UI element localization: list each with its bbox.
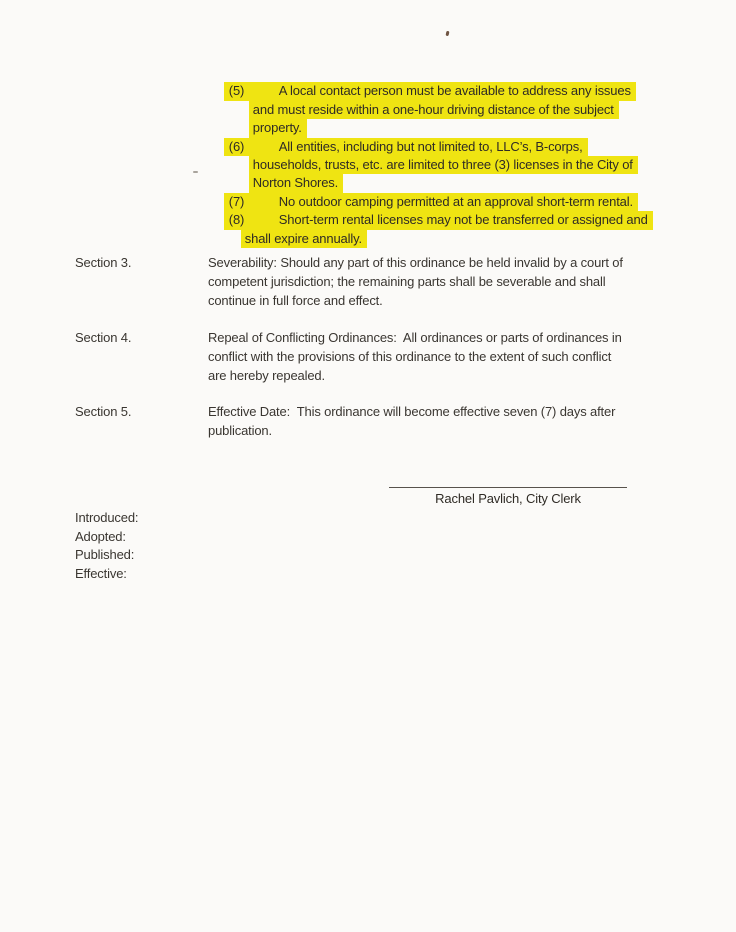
footer-label-published: Published: <box>75 547 135 563</box>
highlight-mark: households, trusts, etc. are limited to three (3) licenses in the City of <box>249 156 638 174</box>
item-number: (6) <box>228 138 245 154</box>
highlight-mark: Norton Shores. <box>249 174 343 192</box>
footer-label-introduced: Introduced: <box>75 510 139 525</box>
signature-line <box>389 472 627 488</box>
section-5-label: Section 5. <box>75 404 132 419</box>
section-body-line: competent jurisdiction; the remaining parts shall be severable and shall <box>208 274 606 289</box>
item-number: (8) <box>228 212 245 228</box>
section-body-line: Repeal of Conflicting Ordinances: All ordinances or parts of ordinances in <box>208 330 622 345</box>
highlight-mark <box>224 82 636 100</box>
section-body-line: Effective Date: This ordinance will become effective seven (7) days after <box>208 404 616 419</box>
signature-block <box>389 472 627 507</box>
section-body-line: publication. <box>208 423 272 438</box>
section-5-row <box>75 402 675 440</box>
highlight-mark: and must reside within a one-hour driving distance of the subject <box>249 101 619 119</box>
item-line-text: Short-term rental licenses may not be transferred or assigned and <box>278 212 648 228</box>
item-number: (5) <box>228 83 245 99</box>
section-body-line: are hereby repealed. <box>208 368 325 383</box>
section-3-row <box>75 253 675 310</box>
section-body-line: continue in full force and effect. <box>208 293 383 308</box>
section-4-row <box>75 328 675 385</box>
section-body-line: conflict with the provisions of this ordinance to the extent of such conflict <box>208 349 612 364</box>
footer-labels-block <box>75 509 138 583</box>
section-body-line: Severability: Should any part of this ordinance be held invalid by a court of <box>208 255 623 270</box>
item-line-text: A local contact person must be available to address any issues <box>278 83 631 99</box>
section-3-body <box>208 253 668 310</box>
scan-speck-top <box>446 31 450 37</box>
section-4-label: Section 4. <box>75 330 132 345</box>
section-3-label: Section 3. <box>75 255 132 270</box>
highlight-mark <box>224 211 653 229</box>
footer-label-adopted: Adopted: <box>75 528 126 544</box>
highlight-mark <box>224 138 588 156</box>
item-number: (7) <box>228 193 245 209</box>
footer-label-effective: Effective: <box>75 565 127 581</box>
signature-name: Rachel Pavlich, City Clerk <box>435 491 581 506</box>
highlight-mark: shall expire annually. <box>241 230 367 248</box>
highlighted-ordinance-items <box>0 64 653 246</box>
section-4-body <box>208 328 668 385</box>
item-line-text: All entities, including but not limited to, LLC’s, B-corps, <box>278 138 583 154</box>
item-line-text: No outdoor camping permitted at an approval short-term rental. <box>278 193 633 209</box>
section-5-body <box>208 402 668 440</box>
highlight-mark <box>224 193 638 211</box>
ordinance-item-5-line-1 <box>203 64 653 99</box>
highlight-mark: property. <box>249 119 307 137</box>
